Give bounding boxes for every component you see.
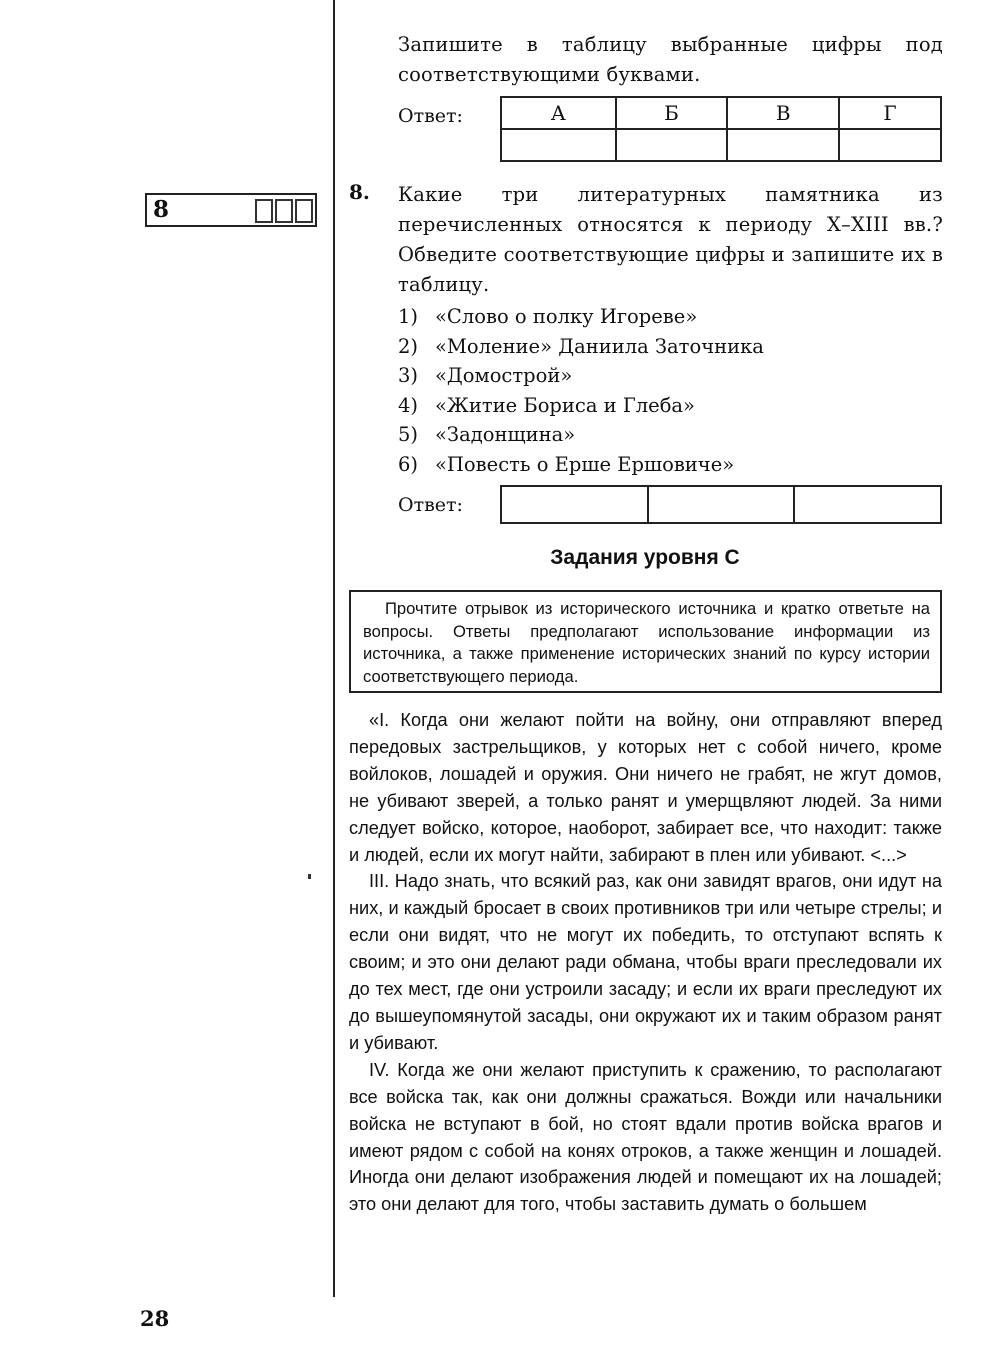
margin-dot <box>308 874 311 879</box>
option-number: 2) <box>398 334 419 358</box>
task-marker-8 <box>145 193 317 227</box>
option-item[interactable] <box>398 361 764 391</box>
answer-cell[interactable] <box>794 486 941 523</box>
task-marker-cell[interactable] <box>255 199 273 223</box>
option-text: «Задонщина» <box>435 423 576 446</box>
intro-instruction: Запишите в таблицу выбранные цифры под соответствующими буквами. <box>398 33 943 86</box>
task-marker-number: 8 <box>153 196 170 223</box>
answer-label-2: Ответ: <box>398 494 463 516</box>
option-item[interactable] <box>398 332 764 362</box>
option-item[interactable] <box>398 391 764 421</box>
margin-divider-line <box>333 0 335 1297</box>
source-paragraph: III. Надо знать, что всякий раз, как они завидят врагов, они идут на них, и каждый бросает в своих противников три или четыре стрелы; и если они видят, что не могут их победить, то отступают вспять к своим; и это они делают ради обмана, чтобы враги преследовали их до тех мест, где они устроили засаду; и если их враги преследуют их до вышеупомянутой засады, они окружают их и таким образом ранят и убивают. <box>349 871 942 1053</box>
option-text: «Моление» Даниила Заточника <box>435 334 764 358</box>
source-paragraph: IV. Когда же они желают приступить к сражению, то располагают все войска так, как они должны сражаться. Вожди или начальники войска не вступают в бой, но стоят вдали против войска врагов и имеют рядом с собой на конях отроков, а также женщин и лошадей. Иногда они делают изображения людей и помещают их на лошадей; это они делают для того, чтобы заставить думать о большем <box>349 1059 942 1215</box>
option-number: 6) <box>398 452 419 476</box>
instructions-text: Прочтите отрывок из исторического источника и кратко ответьте на вопросы. Ответы предполагают использование информации из источника, а также применение исторических знаний по курсу истории соответствующего периода. <box>363 599 930 686</box>
task-marker-cell[interactable] <box>275 199 293 223</box>
answer-cell[interactable] <box>648 486 795 523</box>
task-marker-cell[interactable] <box>295 199 313 223</box>
option-number: 4) <box>398 393 419 417</box>
answer-label-1: Ответ: <box>398 105 463 127</box>
option-number: 3) <box>398 364 419 387</box>
answer-table-header: Г <box>839 97 941 129</box>
option-text: «Домострой» <box>435 364 573 387</box>
answer-cell[interactable] <box>839 129 941 161</box>
option-text: «Слово о полку Игореве» <box>435 305 698 328</box>
option-item[interactable] <box>398 450 764 480</box>
answer-cell[interactable] <box>501 486 648 523</box>
answer-table-header: Б <box>616 97 728 129</box>
answer-cell[interactable] <box>616 129 728 161</box>
option-item[interactable] <box>398 302 764 332</box>
answer-cell[interactable] <box>501 129 616 161</box>
option-text: «Житие Бориса и Глеба» <box>435 393 695 417</box>
answer-table-digits <box>500 485 942 524</box>
answer-table-letters <box>500 96 942 162</box>
task-marker-answer-cells <box>253 199 313 223</box>
source-excerpt <box>349 707 942 1218</box>
question-number: 8. <box>349 180 370 204</box>
option-item[interactable] <box>398 420 764 450</box>
option-number: 5) <box>398 423 419 446</box>
instructions-box <box>349 590 942 693</box>
page-number: 28 <box>140 1306 170 1331</box>
answer-table-header: А <box>501 97 616 129</box>
options-list <box>398 302 764 479</box>
answer-cell[interactable] <box>727 129 839 161</box>
source-paragraph: «I. Когда они желают пойти на войну, они отправляют вперед передовых застрельщиков, у которых нет с собой ничего, кроме войлоков, лошадей и оружия. Они ничего не грабят, не жгут домов, не убивают зверей, а только ранят и умерщвляют людей. За ними следует войско, которое, наоборот, забирает все, что находит: также и людей, если их могут найти, забирают в плен или убивают. <...> <box>349 710 942 865</box>
question-text: Какие три литературных памятника из перечисленных относятся к периоду X–XIII вв.? Обведите соответствующие цифры и запишите их в таблицу. <box>398 183 943 296</box>
section-title: Задания уровня С <box>550 546 740 569</box>
option-text: «Повесть о Ерше Ершовиче» <box>435 452 735 476</box>
answer-table-header: В <box>727 97 839 129</box>
option-number: 1) <box>398 305 419 328</box>
